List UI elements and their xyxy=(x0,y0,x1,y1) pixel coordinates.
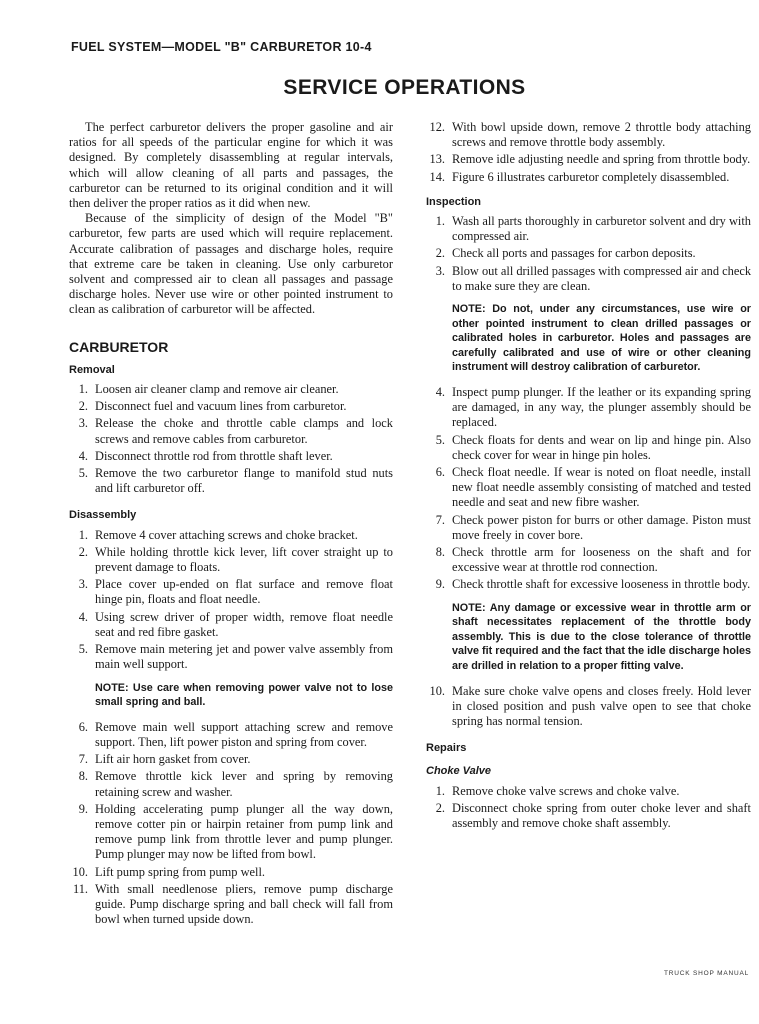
running-header: FUEL SYSTEM—MODEL "B" CARBURETOR 10-4 xyxy=(71,40,372,54)
list-item xyxy=(426,801,751,831)
list-item xyxy=(426,513,751,543)
list-item-text: Remove choke valve screws and choke valve. xyxy=(452,783,680,798)
list-item-number: 1. xyxy=(78,527,88,542)
list-item-text: Check floats for dents and wear on lip and hinge pin. Also check cover for wear in hinge pin holes. xyxy=(452,432,751,462)
list-item-text: Blow out all drilled passages with compressed air and check to make sure they are clean. xyxy=(452,263,752,293)
list-item-number: 4. xyxy=(435,385,445,399)
list-item-text: Remove main metering jet and power valve assembly from main well support. xyxy=(95,642,393,672)
list-item-text: Check float needle. If wear is noted on float needle, install new float needle assembly consisting of matched and tested needle and seat and new fibre washer. xyxy=(452,465,751,510)
list-item xyxy=(69,865,393,880)
list-item-text: With bowl upside down, remove 2 throttle body attaching screws and remove throttle body assembly. xyxy=(452,120,751,150)
list-item xyxy=(426,152,751,167)
list-item-text: Disconnect choke spring from outer choke lever and shaft assembly and remove choke shaft assembly. xyxy=(452,800,751,831)
list-item-text: Wash all parts thoroughly in carburetor solvent and dry with compressed air. xyxy=(452,214,751,244)
list-item-text: Lift pump spring from pump well. xyxy=(95,864,266,879)
list-item-number: 7. xyxy=(435,512,445,527)
list-item xyxy=(426,545,751,575)
list-item-text: With small needlenose pliers, remove pump discharge guide. Pump discharge spring and ball check will fall from bowl when turned upside down. xyxy=(95,881,393,927)
intro-paragraph-2: Because of the simplicity of design of the Model "B" carburetor, few parts are used which will require replacement. Accurate calibration of passages and discharge holes, require that extreme care be taken in cleaning. Use only carburetor solvent and compressed air to clean all passages and passage discharge holes. Never use wire or other pointed instrument to clean as calibration of carburetor will be affected. xyxy=(69,211,393,317)
list-item-number: 9. xyxy=(78,801,88,816)
footer-label: TRUCK SHOP MANUAL xyxy=(664,970,749,977)
list-item-text: Disconnect throttle rod from throttle shaft lever. xyxy=(95,448,333,463)
list-item-text: Place cover up-ended on flat surface and remove float hinge pin, floats and float needle. xyxy=(95,577,393,607)
list-item-text: Holding accelerating pump plunger all the way down, remove cotter pin or hairpin retainer from pump link and remove pump link from throttle lever and pump plunger. Pump plunger may now be lifted from bowl. xyxy=(95,801,393,862)
list-item xyxy=(69,802,393,863)
list-item xyxy=(69,882,393,928)
list-item xyxy=(69,382,393,397)
removal-list xyxy=(69,382,393,496)
list-item xyxy=(426,784,751,799)
page-title: SERVICE OPERATIONS xyxy=(283,76,526,99)
list-item xyxy=(69,416,393,446)
list-item xyxy=(69,545,393,575)
list-item-number: 10. xyxy=(429,683,445,698)
list-item xyxy=(69,528,393,543)
list-item-number: 3. xyxy=(78,577,88,592)
list-item-text: Check throttle shaft for excessive looseness in throttle body. xyxy=(452,577,751,592)
list-item-number: 10. xyxy=(72,864,88,879)
list-item-text: Remove throttle kick lever and spring by removing retaining screw and washer. xyxy=(95,769,393,799)
list-item-text: Release the choke and throttle cable clamps and lock screws and remove cables from carburetor. xyxy=(95,416,393,446)
list-item-number: 1. xyxy=(78,382,88,397)
list-item-number: 12. xyxy=(429,120,445,134)
list-item-number: 5. xyxy=(78,466,88,481)
list-item xyxy=(426,684,751,730)
list-item-text: Loosen air cleaner clamp and remove air cleaner. xyxy=(95,382,339,397)
list-item xyxy=(69,466,393,496)
removal-heading: Removal xyxy=(69,363,115,376)
list-item xyxy=(69,720,393,750)
list-item-number: 3. xyxy=(435,263,445,278)
list-item-number: 7. xyxy=(78,752,88,767)
list-item-number: 14. xyxy=(429,169,445,184)
repairs-list xyxy=(426,784,751,832)
list-item-number: 13. xyxy=(429,152,445,167)
list-item-number: 4. xyxy=(78,448,88,463)
list-item-text: Remove the two carburetor flange to manifold stud nuts and lift carburetor off. xyxy=(95,466,393,496)
list-item xyxy=(426,246,751,261)
list-item-number: 8. xyxy=(78,769,88,784)
list-item-number: 5. xyxy=(435,432,445,447)
list-item-text: Check power piston for burrs or other damage. Piston must move freely in cover bore. xyxy=(452,512,751,542)
list-item xyxy=(426,577,751,592)
list-item-number: 2. xyxy=(435,800,445,815)
carburetor-heading: CARBURETOR xyxy=(69,338,169,355)
list-item-number: 6. xyxy=(78,719,88,734)
list-item-text: Check throttle arm for looseness on the shaft and for excessive wear at throttle rod connection. xyxy=(452,545,751,575)
list-item-number: 2. xyxy=(435,246,445,261)
list-item-text: Remove 4 cover attaching screws and choke bracket. xyxy=(95,527,358,542)
list-item-text: Make sure choke valve opens and closes freely. Hold lever in closed position and push valve open to see that choke spring has normal tension. xyxy=(452,683,751,729)
list-item-text: Remove idle adjusting needle and spring from throttle body. xyxy=(452,152,751,167)
list-item-text: While holding throttle kick lever, lift cover straight up to prevent damage to floats. xyxy=(95,544,393,575)
disassembly-list-a xyxy=(69,528,393,673)
list-item-text: Disconnect fuel and vacuum lines from carburetor. xyxy=(95,399,347,414)
right-column xyxy=(426,120,751,833)
disassembly-note: NOTE: Use care when removing power valve not to lose small spring and ball. xyxy=(95,681,393,709)
list-item-number: 2. xyxy=(78,399,88,414)
list-item-text: Figure 6 illustrates carburetor completely disassembled. xyxy=(452,169,730,184)
list-item-text: Using screw driver of proper width, remove float needle seat and red fibre gasket. xyxy=(95,609,393,639)
list-item xyxy=(426,465,751,511)
list-item xyxy=(426,170,751,185)
repairs-heading: Repairs xyxy=(426,742,467,755)
list-item xyxy=(69,642,393,672)
inspection-list-c xyxy=(426,684,751,730)
list-item-number: 1. xyxy=(435,783,445,798)
list-item xyxy=(69,752,393,767)
list-item xyxy=(426,264,751,294)
list-item-text: Check all ports and passages for carbon deposits. xyxy=(452,246,696,261)
list-item-number: 3. xyxy=(78,416,88,431)
list-item xyxy=(426,385,751,431)
list-item xyxy=(426,120,751,150)
disassembly-list-b xyxy=(69,720,393,928)
list-item-number: 11. xyxy=(72,881,88,896)
list-item-text: Inspect pump plunger. If the leather or its expanding spring are damaged, in any way, the plunger assembly should be replaced. xyxy=(452,385,751,430)
list-item-number: 1. xyxy=(435,214,445,229)
disassembly-list-b-continued xyxy=(426,120,751,185)
inspection-heading: Inspection xyxy=(426,195,482,208)
inspection-list-a xyxy=(426,214,751,294)
list-item xyxy=(69,399,393,414)
list-item-number: 6. xyxy=(435,465,445,480)
list-item xyxy=(426,433,751,463)
inspection-note-2: NOTE: Any damage or excessive wear in throttle arm or shaft necessitates replacement of the throttle body assembly. This is due to the close tolerance of throttle valve fit required and the fact that the idle discharge holes are drilled in relation to a proper fitting valve. xyxy=(452,601,751,673)
list-item xyxy=(69,577,393,607)
list-item-number: 2. xyxy=(78,544,88,559)
list-item xyxy=(69,769,393,799)
list-item xyxy=(69,449,393,464)
choke-valve-subheading: Choke Valve xyxy=(426,765,492,778)
list-item-number: 9. xyxy=(435,577,445,592)
list-item-text: Remove main well support attaching screw and remove support. Then, lift power piston and spring from cover. xyxy=(95,719,393,749)
list-item-text: Lift air horn gasket from cover. xyxy=(95,752,251,767)
intro-paragraph-1: The perfect carburetor delivers the proper gasoline and air ratios for all speeds of the particular engine for which it was designed. By completely disassembling at regular intervals, which will allow cleaning of all parts and passages, the carburetor can be returned to its original condition and it will then deliver the proper ratios as it did when new. xyxy=(69,120,393,211)
left-column xyxy=(69,120,393,929)
list-item-number: 4. xyxy=(78,609,88,624)
disassembly-heading: Disassembly xyxy=(69,509,137,522)
list-item xyxy=(426,214,751,244)
list-item xyxy=(69,610,393,640)
list-item-number: 8. xyxy=(435,545,445,560)
inspection-note-1: NOTE: Do not, under any circumstances, use wire or other pointed instrument to clean drilled passages or calibrated holes in carburetor. Holes and passages are carefully calibrated and use of wire or other cleaning instrument will destroy calibration of carburetor. xyxy=(452,303,751,374)
inspection-list-b xyxy=(426,385,751,593)
list-item-number: 5. xyxy=(78,642,88,657)
